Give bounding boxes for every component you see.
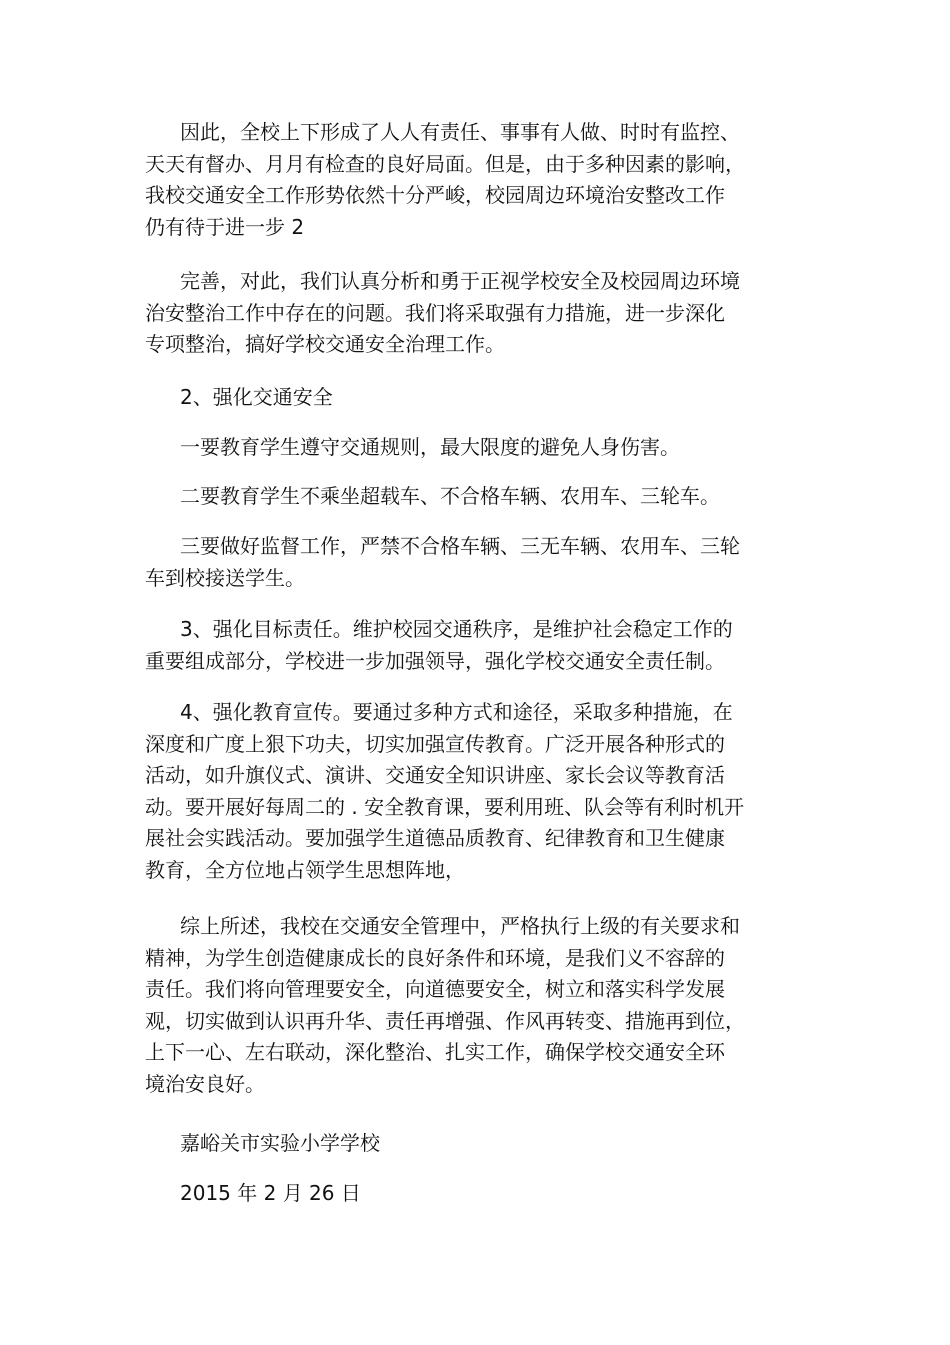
text-line: 观，切实做到认识再升华、责任再增强、作风再转变、措施再到位，	[145, 1008, 745, 1033]
text-line: 专项整治，搞好学校交通安全治理工作。	[145, 332, 505, 356]
text-line: 仍有待于进一步 2	[145, 214, 305, 239]
text-line: 完善，对此，我们认真分析和勇于正视学校安全及校园周边环境	[180, 269, 740, 293]
text-line: 重要组成部分，学校进一步加强领导，强化学校交通安全责任制。	[145, 648, 725, 673]
section-heading-traffic-safety	[145, 382, 785, 414]
paragraph-target-responsibility	[145, 614, 785, 677]
text-line: 动。要开展好每周二的 . 安全教育课，要利用班、队会等有利时机开	[145, 794, 745, 819]
text-line: 活动，如升旗仪式、演讲、交通安全知识讲座、家长会议等教育活	[145, 763, 725, 787]
paragraph-rule-two	[145, 481, 785, 513]
text-line: 责任。我们将向管理要安全，向道德要安全，树立和落实科学发展	[145, 977, 725, 1001]
paragraph-conclusion	[145, 911, 785, 1100]
text-line: 因此，全校上下形成了人人有责任、事事有人做、时时有监控、	[180, 120, 740, 144]
text-line: 天天有督办、月月有检查的良好局面。但是，由于多种因素的影响，	[145, 151, 745, 176]
paragraph-education-publicity	[145, 697, 785, 886]
text-line: 精神，为学生创造健康成长的良好条件和环境，是我们义不容辞的	[145, 945, 725, 970]
text-line: 2015 年 2 月 26 日	[180, 1181, 361, 1205]
paragraph-rule-three	[145, 531, 785, 594]
text-line: 展社会实践活动。要加强学生道德品质教育、纪律教育和卫生健康	[145, 826, 725, 850]
paragraph-rule-one	[145, 432, 785, 464]
paragraph-summary	[145, 117, 785, 243]
text-line: 上下一心、左右联动，深化整治、扎实工作，确保学校交通安全环	[145, 1040, 725, 1064]
text-line: 我校交通安全工作形势依然十分严峻，校园周边环境治安整改工作	[145, 183, 725, 207]
paragraph-improvement	[145, 266, 785, 361]
text-line: 三要做好监督工作，严禁不合格车辆、三无车辆、农用车、三轮	[180, 534, 740, 558]
text-line: 二要教育学生不乘坐超载车、不合格车辆、农用车、三轮车。	[180, 484, 720, 508]
text-line: 4、强化教育宣传。要通过多种方式和途径，采取多种措施，在	[180, 700, 733, 724]
text-line: 嘉峪关市实验小学学校	[180, 1131, 380, 1155]
text-line: 综上所述，我校在交通安全管理中，严格执行上级的有关要求和	[180, 914, 740, 938]
text-line: 教育，全方位地占领学生思想阵地，	[145, 857, 465, 882]
text-line: 3、强化目标责任。维护校园交通秩序，是维护社会稳定工作的	[180, 617, 733, 641]
text-line: 深度和广度上狠下功夫，切实加强宣传教育。广泛开展各种形式的	[145, 731, 725, 756]
text-line: 一要教育学生遵守交通规则，最大限度的避免人身伤害。	[180, 435, 680, 459]
text-line: 2、强化交通安全	[180, 385, 333, 409]
text-line: 境治安良好。	[145, 1071, 265, 1096]
signature-date	[145, 1178, 785, 1210]
signature-school-name	[145, 1128, 785, 1160]
text-line: 车到校接送学生。	[145, 565, 305, 590]
text-line: 治安整治工作中存在的问题。我们将采取强有力措施，进一步深化	[145, 300, 725, 325]
